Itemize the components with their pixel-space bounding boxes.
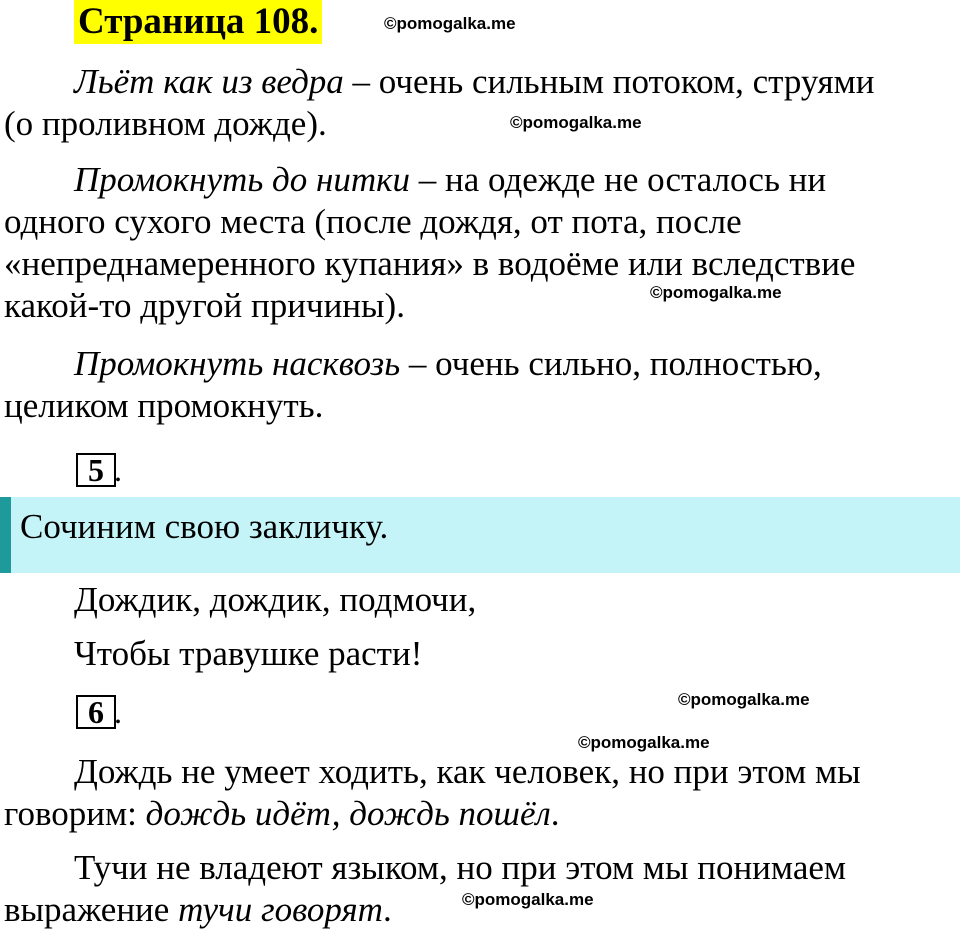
exercise-text-line: Дождь не умеет ходить, как человек, но при этом мы: [74, 752, 861, 791]
text-plain: выражение: [4, 890, 179, 929]
task-text: Сочиним свою закличку.: [20, 507, 389, 546]
text-italic: дождь идёт, дождь пошёл: [145, 794, 551, 833]
task-banner: [0, 497, 960, 573]
exercise-number-dot: .: [114, 694, 122, 730]
definition-line: целиком промокнуть.: [4, 386, 324, 425]
definition-line: какой-то другой причины).: [4, 286, 405, 325]
definition-line: [74, 344, 822, 384]
exercise-number-dot: .: [114, 452, 122, 488]
idiom-term: Льёт как из ведра: [74, 62, 344, 101]
watermark: ©pomogalka.me: [510, 113, 642, 132]
exercise-text-line: [4, 890, 392, 930]
watermark: ©pomogalka.me: [462, 890, 594, 909]
text-plain: .: [550, 794, 560, 833]
idiom-term: Промокнуть до нитки: [74, 160, 410, 199]
page-title: Страница 108.: [74, 0, 322, 44]
definition-text: – очень сильно, полностью,: [400, 344, 822, 383]
task-banner-accent: [0, 497, 11, 573]
text-italic: тучи говорят: [178, 890, 383, 929]
text-plain: говорим:: [4, 794, 146, 833]
definition-text: – очень сильным потоком, струями: [343, 62, 875, 101]
exercise-text-line: Тучи не владеют языком, но при этом мы понимаем: [74, 848, 847, 887]
exercise-text-line: [4, 794, 560, 834]
exercise-number-box: 5: [76, 453, 116, 487]
definition-line: одного сухого места (после дождя, от пота, после: [4, 202, 742, 241]
watermark: ©pomogalka.me: [650, 283, 782, 302]
poem-line: Чтобы травушке расти!: [74, 634, 423, 673]
exercise-number-box: 6: [76, 695, 116, 729]
watermark: ©pomogalka.me: [578, 733, 710, 752]
definition-line: [74, 160, 826, 200]
definition-line: (о проливном дожде).: [4, 104, 327, 143]
text-plain: .: [382, 890, 392, 929]
idiom-term: Промокнуть насквозь: [74, 344, 401, 383]
definition-line: «непреднамеренного купания» в водоёме или вследствие: [4, 244, 856, 283]
definition-line: [74, 62, 875, 102]
watermark: ©pomogalka.me: [678, 690, 810, 709]
poem-line: Дождик, дождик, подмочи,: [74, 580, 477, 619]
watermark: ©pomogalka.me: [384, 14, 516, 33]
definition-text: – на одежде не осталось ни: [409, 160, 827, 199]
